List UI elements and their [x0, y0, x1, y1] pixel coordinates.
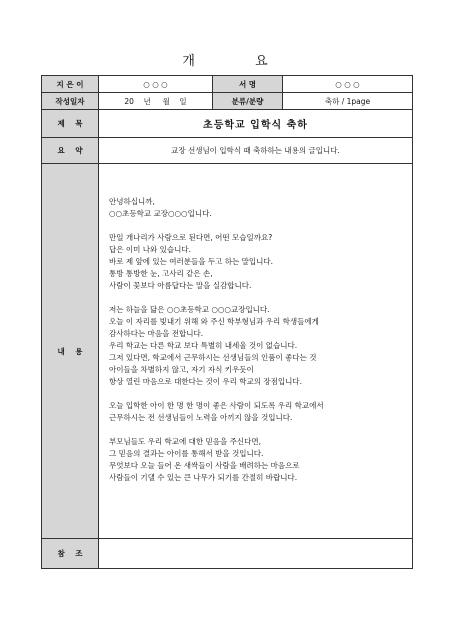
summary-value: 교장 선생님이 입학식 때 축하하는 내용의 글입니다. — [99, 138, 413, 164]
signature-value: ○ ○ ○ — [283, 76, 413, 93]
content-line: 부모님들도 우리 학교에 대한 믿음을 주신다면, — [109, 437, 261, 446]
reference-label: 참 조 — [42, 539, 99, 569]
content-line: 감사하다는 마음을 전합니다. — [109, 329, 204, 338]
content-line: 저는 하늘을 닮은 ○○초등학교 ○○○교장입니다. — [109, 305, 270, 314]
content-line: 근무하시는 전 선생님들이 노력을 아끼지 않을 것입니다. — [109, 413, 293, 422]
content-line: 오늘 입학한 아이 한 명 한 명이 좋은 사람이 되도록 우리 학교에서 — [109, 401, 324, 410]
date-value: 20 년 월 일 — [99, 93, 213, 110]
content-paragraph — [109, 400, 412, 424]
content-paragraph — [109, 232, 412, 292]
category-value: 축하 / 1page — [283, 93, 413, 110]
subject-label: 제 목 — [42, 110, 99, 138]
content-line: 만일 개나리가 사람으로 된다면, 어떤 모습일까요? — [109, 233, 273, 242]
content-line: 사람들이 기댈 수 있는 큰 나무가 되기를 간절히 바랍니다. — [109, 473, 298, 482]
content-line: 바로 제 앞에 있는 여러분들을 두고 하는 말입니다. — [109, 257, 273, 266]
signature-label: 서 명 — [213, 76, 283, 93]
author-value: ○ ○ ○ — [99, 76, 213, 93]
summary-label: 요 약 — [42, 138, 99, 164]
content-line: 그 믿음의 결과는 아이를 통해서 받을 것입니다. — [109, 449, 264, 458]
content-label: 내 용 — [42, 164, 99, 539]
content-line: 통방 통방한 눈, 고사리 같은 손, — [109, 269, 213, 278]
content-line: 안녕하십니까, — [109, 197, 155, 206]
content-body — [99, 164, 413, 539]
content-line: 우리 학교는 다른 학교 보다 특별히 내세울 것이 없습니다. — [109, 341, 298, 350]
summary-table — [41, 75, 413, 569]
content-paragraph — [109, 436, 412, 484]
reference-value — [99, 539, 413, 569]
content-line: 오늘 이 자리를 빛내기 위해 와 주신 학부형님과 우리 학생들에게 — [109, 317, 319, 326]
content-paragraph — [109, 304, 412, 388]
content-line: 항상 열린 마음으로 대한다는 것이 우리 학교의 장점입니다. — [109, 377, 302, 386]
author-label: 지 은 이 — [42, 76, 99, 93]
date-label: 작성일자 — [42, 93, 99, 110]
content-line: 아이들을 차별하지 않고, 자기 자식 키우듯이 — [109, 365, 254, 374]
content-line: 답은 이미 나와 있습니다. — [109, 245, 191, 254]
content-line: ○○초등학교 교장○○○입니다. — [109, 209, 212, 218]
document-title: 개 요 — [182, 54, 296, 69]
content-line: 무엇보다 오늘 들어 온 새싹들이 사람을 배려하는 마음으로 — [109, 461, 300, 470]
category-label: 분류/분량 — [213, 93, 283, 110]
content-paragraph — [109, 196, 412, 220]
content-line: 사람이 꽃보다 아름답다는 말을 실감합니다. — [109, 281, 252, 290]
content-line: 그저 있다면, 학교에서 근무하시는 선생님들의 인품이 좋다는 것 — [109, 353, 317, 362]
subject-value: 초등학교 입학식 축하 — [99, 110, 413, 138]
